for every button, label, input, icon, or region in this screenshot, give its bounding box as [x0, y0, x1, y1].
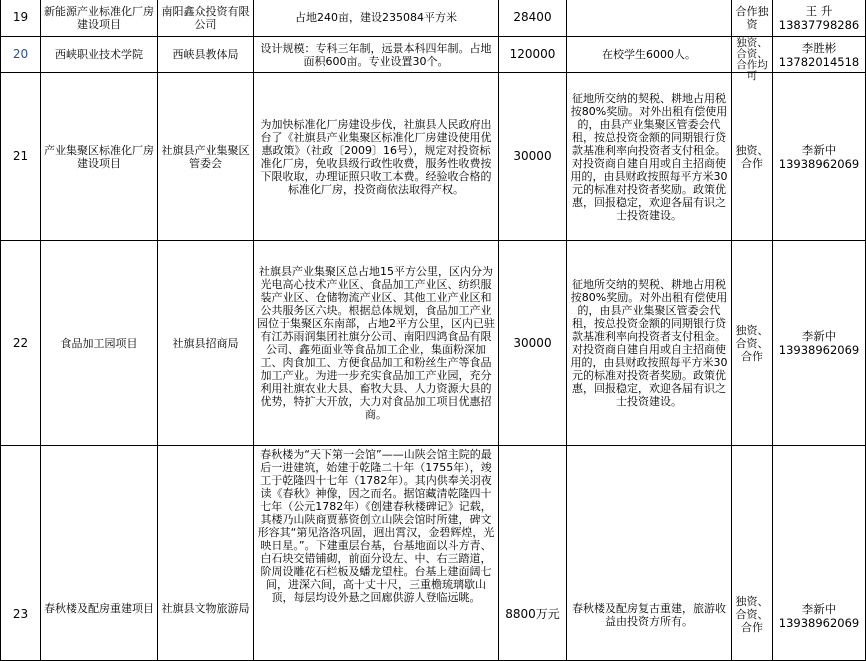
- contact-cell: [773, 446, 866, 661]
- table-row-19: [1, 0, 866, 37]
- project-benefit: 在校学生6000人。: [567, 37, 732, 73]
- contact-phone: 13938962069: [778, 156, 860, 171]
- table-row-22: [1, 241, 866, 446]
- project-unit: 西峡县教体局: [158, 37, 254, 73]
- contact-phone: 13782014518: [778, 54, 860, 69]
- contact-cell: [773, 241, 866, 446]
- project-benefit: 春秋楼及配房复古重建，旅游收益由投资方所有。: [567, 446, 732, 661]
- row-number: 21: [1, 73, 41, 241]
- project-name: 春秋楼及配房重建项目: [41, 446, 158, 661]
- contact-phone: 13938962069: [778, 616, 860, 630]
- contact-name: 李新中: [801, 602, 837, 616]
- project-investment: 8800万元: [499, 446, 567, 661]
- project-content: 设计规模：专科三年制，远景本科四年制。占地面积600亩。专业设置30个。: [254, 37, 499, 73]
- row-number: 22: [1, 241, 41, 446]
- cooperation-mode: 独资、合资、合作: [732, 446, 773, 661]
- cooperation-mode: 独资、合资、合作均可: [732, 37, 773, 73]
- table-row-20: [1, 37, 866, 73]
- project-investment: 28400: [499, 0, 567, 37]
- project-benefit: [567, 0, 732, 37]
- project-unit: 社旗县招商局: [158, 241, 254, 446]
- project-unit: 南阳鑫众投资有限公司: [158, 0, 254, 37]
- contact-cell: [773, 73, 866, 241]
- project-investment: 30000: [499, 241, 567, 446]
- contact-name: 李新中: [801, 142, 837, 157]
- project-name: 产业集聚区标准化厂房建设项目: [41, 73, 158, 241]
- project-investment: 120000: [499, 37, 567, 73]
- project-content: 占地240亩，建设235084平方米: [254, 0, 499, 37]
- project-investment: 30000: [499, 73, 567, 241]
- contact-name: 李胜彬: [801, 40, 837, 55]
- project-name: 食品加工园项目: [41, 241, 158, 446]
- table-row-21: [1, 73, 866, 241]
- cooperation-mode: 独资、合作: [732, 73, 773, 241]
- project-content: 为加快标准化厂房建设步伐，社旗县人民政府出台了《社旗县产业集聚区标准化厂房建设使用优惠政策》（社政〔2009〕16号），规定对投资标准化厂房，免收县级行政性收费，服务性收费按下限收取，办理证照只收工本费。经验收合格的标准化厂房，投资商依法取得产权。: [254, 73, 499, 241]
- project-unit: 社旗县文物旅游局: [158, 446, 254, 661]
- project-name: 西峡职业技术学院: [41, 37, 158, 73]
- project-benefit: 征地所交纳的契税、耕地占用税按80%奖励。对外出租有偿使用的，由县产业集聚区管委会代租，按总投资金额的同期银行贷款基准利率向投资者支付租金。对投资商自建自用或自主招商使用的，由县财政按照每平方米30元的标准对投资者奖励。政策优惠，回报稳定，欢迎各届有识之士投资建设。: [567, 241, 732, 446]
- project-unit: 社旗县产业集聚区管委会: [158, 73, 254, 241]
- row-number: 20: [1, 37, 41, 73]
- table-row-23: [1, 446, 866, 661]
- cooperation-mode: 合作独资: [732, 0, 773, 37]
- row-number: 23: [1, 446, 41, 661]
- contact-phone: 13837798286: [778, 17, 860, 32]
- contact-cell: [773, 0, 866, 37]
- project-content: 春秋楼为“天下第一会馆”——山陕会馆主院的最后一进建筑，始建于乾隆二十年（1755年），竣工于乾隆四十七年（1782年）。其内供奉关羽夜读《春秋》神像，因之而名。据馆藏清乾隆四十七年（公元1782年）《创建春秋楼碑记》记载，其楼乃山陕商贾慕资创立山陕会馆时所建，碑文形容其“第见洛洛巩固，迥出霄汉，金碧辉煌，光映日星。”。下建重层台基，台基地面以斗方青、白石块交错铺砌，前面分设左、中、右三踏道，阶周设雕花石栏板及蟠龙望柱。台基上建面阔七间，进深六间，高十丈十尺，三重檐琉璃歇山顶，每层均设外悬之回廊供游人登临远眺。: [254, 446, 499, 661]
- project-name: 新能源产业标准化厂房建设项目: [41, 0, 158, 37]
- contact-phone: 13938962069: [778, 343, 860, 357]
- contact-name: 李新中: [801, 329, 837, 343]
- cooperation-mode: 独资、合资、合作: [732, 241, 773, 446]
- contact-cell: [773, 37, 866, 73]
- contact-name: 王 升: [805, 3, 833, 18]
- project-content: 社旗县产业集聚区总占地15平方公里，区内分为光电高心技术产业区、食品加工产业区、纺织服装产业区、仓储物流产业区、其他工业产业区和公共服务区六块。根据总体规划，食品加工产业园位于集聚区东南部，占地2平方公里，区内已驻有江苏雨润集团社旗分公司、南阳四鸿食品有限公司、鑫苑面业等食品加工企业，集面粉深加工、肉食加工、方便食品加工和粉丝生产等食品加工产业。为进一步充实食品加工产业园，充分利用社旗农业大县、畜牧大县、人力资源大县的优势，特扩大开放，大力对食品加工项目优惠招商。: [254, 241, 499, 446]
- row-number: 19: [1, 0, 41, 37]
- project-benefit: 征地所交纳的契税、耕地占用税按80%奖励。对外出租有偿使用的，由县产业集聚区管委会代租，按总投资金额的同期银行贷款基准利率向投资者支付租金。对投资商自建自用或自主招商使用的，由县财政按照每平方米30元的标准对投资者奖励。政策优惠，回报稳定，欢迎各届有识之士投资建设。: [567, 73, 732, 241]
